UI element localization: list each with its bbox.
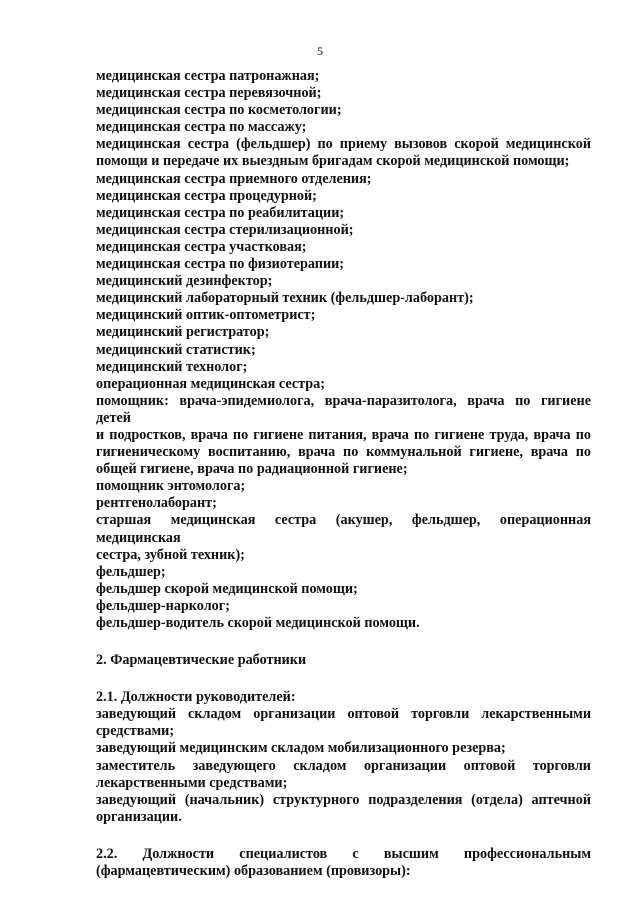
paragraph-line: средствами;: [96, 723, 175, 740]
list-item: медицинский регистратор;: [96, 324, 270, 341]
spacer: [96, 632, 591, 652]
list-item: фельдшер-водитель скорой медицинской помощи.: [96, 615, 420, 631]
list-item: медицинская сестра по реабилитации;: [96, 204, 345, 221]
list-item: медицинская сестра перевязочной;: [96, 85, 322, 102]
position-list: [96, 171, 591, 393]
document-body: [96, 68, 591, 880]
list-paragraph: [96, 512, 591, 563]
paragraph-line: (фармацевтическим) образованием (провизоры):: [96, 863, 411, 880]
list-paragraph: [96, 393, 591, 478]
paragraph-line: общей гигиене, врача по радиационной гигиене;: [96, 461, 408, 478]
list-paragraph: [96, 792, 591, 826]
paragraph-line: заведующий (начальник) структурного подразделения (отдела) аптечной: [96, 791, 591, 808]
list-item: медицинский дезинфектор;: [96, 273, 273, 290]
paragraph-line: помощник: врача-эпидемиолога, врача-паразитолога, врача по гигиене детей: [96, 392, 591, 426]
list-item: фельдшер;: [96, 563, 166, 580]
list-item: медицинская сестра стерилизационной;: [96, 221, 354, 238]
list-item: фельдшер скорой медицинской помощи;: [96, 580, 358, 597]
list-item: медицинская сестра приемного отделения;: [96, 170, 372, 187]
list-item: фельдшер-нарколог;: [96, 597, 230, 614]
list-item: медицинская сестра процедурной;: [96, 187, 317, 204]
paragraph-line: и подростков, врача по гигиене питания, врача по гигиене труда, врача по: [96, 426, 591, 443]
subsection-heading: 2.1. Должности руководителей:: [96, 689, 296, 706]
position-list: [96, 564, 591, 632]
paragraph-line: организации.: [96, 808, 182, 825]
list-item: медицинская сестра по массажу;: [96, 119, 307, 136]
paragraph-line: старшая медицинская сестра (акушер, фельдшер, операционная медицинская: [96, 512, 591, 546]
paragraph-line: лекарственными средствами;: [96, 774, 288, 791]
list-item: операционная медицинская сестра;: [96, 375, 325, 392]
list-item: медицинский технолог;: [96, 358, 248, 375]
position-list: [96, 68, 591, 136]
page-number: 5: [317, 44, 323, 58]
paragraph-line: медицинская сестра (фельдшер) по приему вызовов скорой медицинской: [96, 136, 591, 153]
paragraph-line: помощи и передаче их выездным бригадам скорой медицинской помощи;: [96, 153, 570, 170]
list-item: медицинский лабораторный техник (фельдшер-лаборант);: [96, 290, 474, 307]
section-heading: 2. Фармацевтические работники: [96, 652, 307, 669]
paragraph-line: 2.2. Должности специалистов с высшим профессиональным: [96, 845, 591, 862]
list-paragraph: [96, 136, 591, 170]
list-item: медицинская сестра по косметологии;: [96, 102, 342, 119]
list-item: помощник энтомолога;: [96, 478, 246, 495]
spacer: [96, 826, 591, 846]
paragraph-line: гигиеническому воспитанию, врача по коммунальной гигиене, врача по: [96, 444, 591, 461]
list-item: медицинский статистик;: [96, 341, 256, 358]
list-item: рентгенолаборант;: [96, 495, 217, 512]
list-item: медицинская сестра по физиотерапии;: [96, 256, 345, 273]
list-item: медицинский оптик-оптометрист;: [96, 307, 316, 324]
list-item: медицинская сестра патронажная;: [96, 68, 320, 84]
paragraph-line: заместитель заведующего складом организации оптовой торговли: [96, 757, 591, 774]
list-item: медицинская сестра участковая;: [96, 238, 307, 255]
position-list: [96, 478, 591, 512]
list-paragraph: [96, 758, 591, 792]
paragraph-line: сестра, зубной техник);: [96, 546, 245, 563]
paragraph-line: заведующий складом организации оптовой торговли лекарственными: [96, 706, 591, 723]
list-item: заведующий медицинским складом мобилизационного резерва;: [96, 740, 506, 757]
subsection-heading: [96, 846, 591, 880]
list-paragraph: [96, 706, 591, 740]
spacer: [96, 669, 591, 689]
